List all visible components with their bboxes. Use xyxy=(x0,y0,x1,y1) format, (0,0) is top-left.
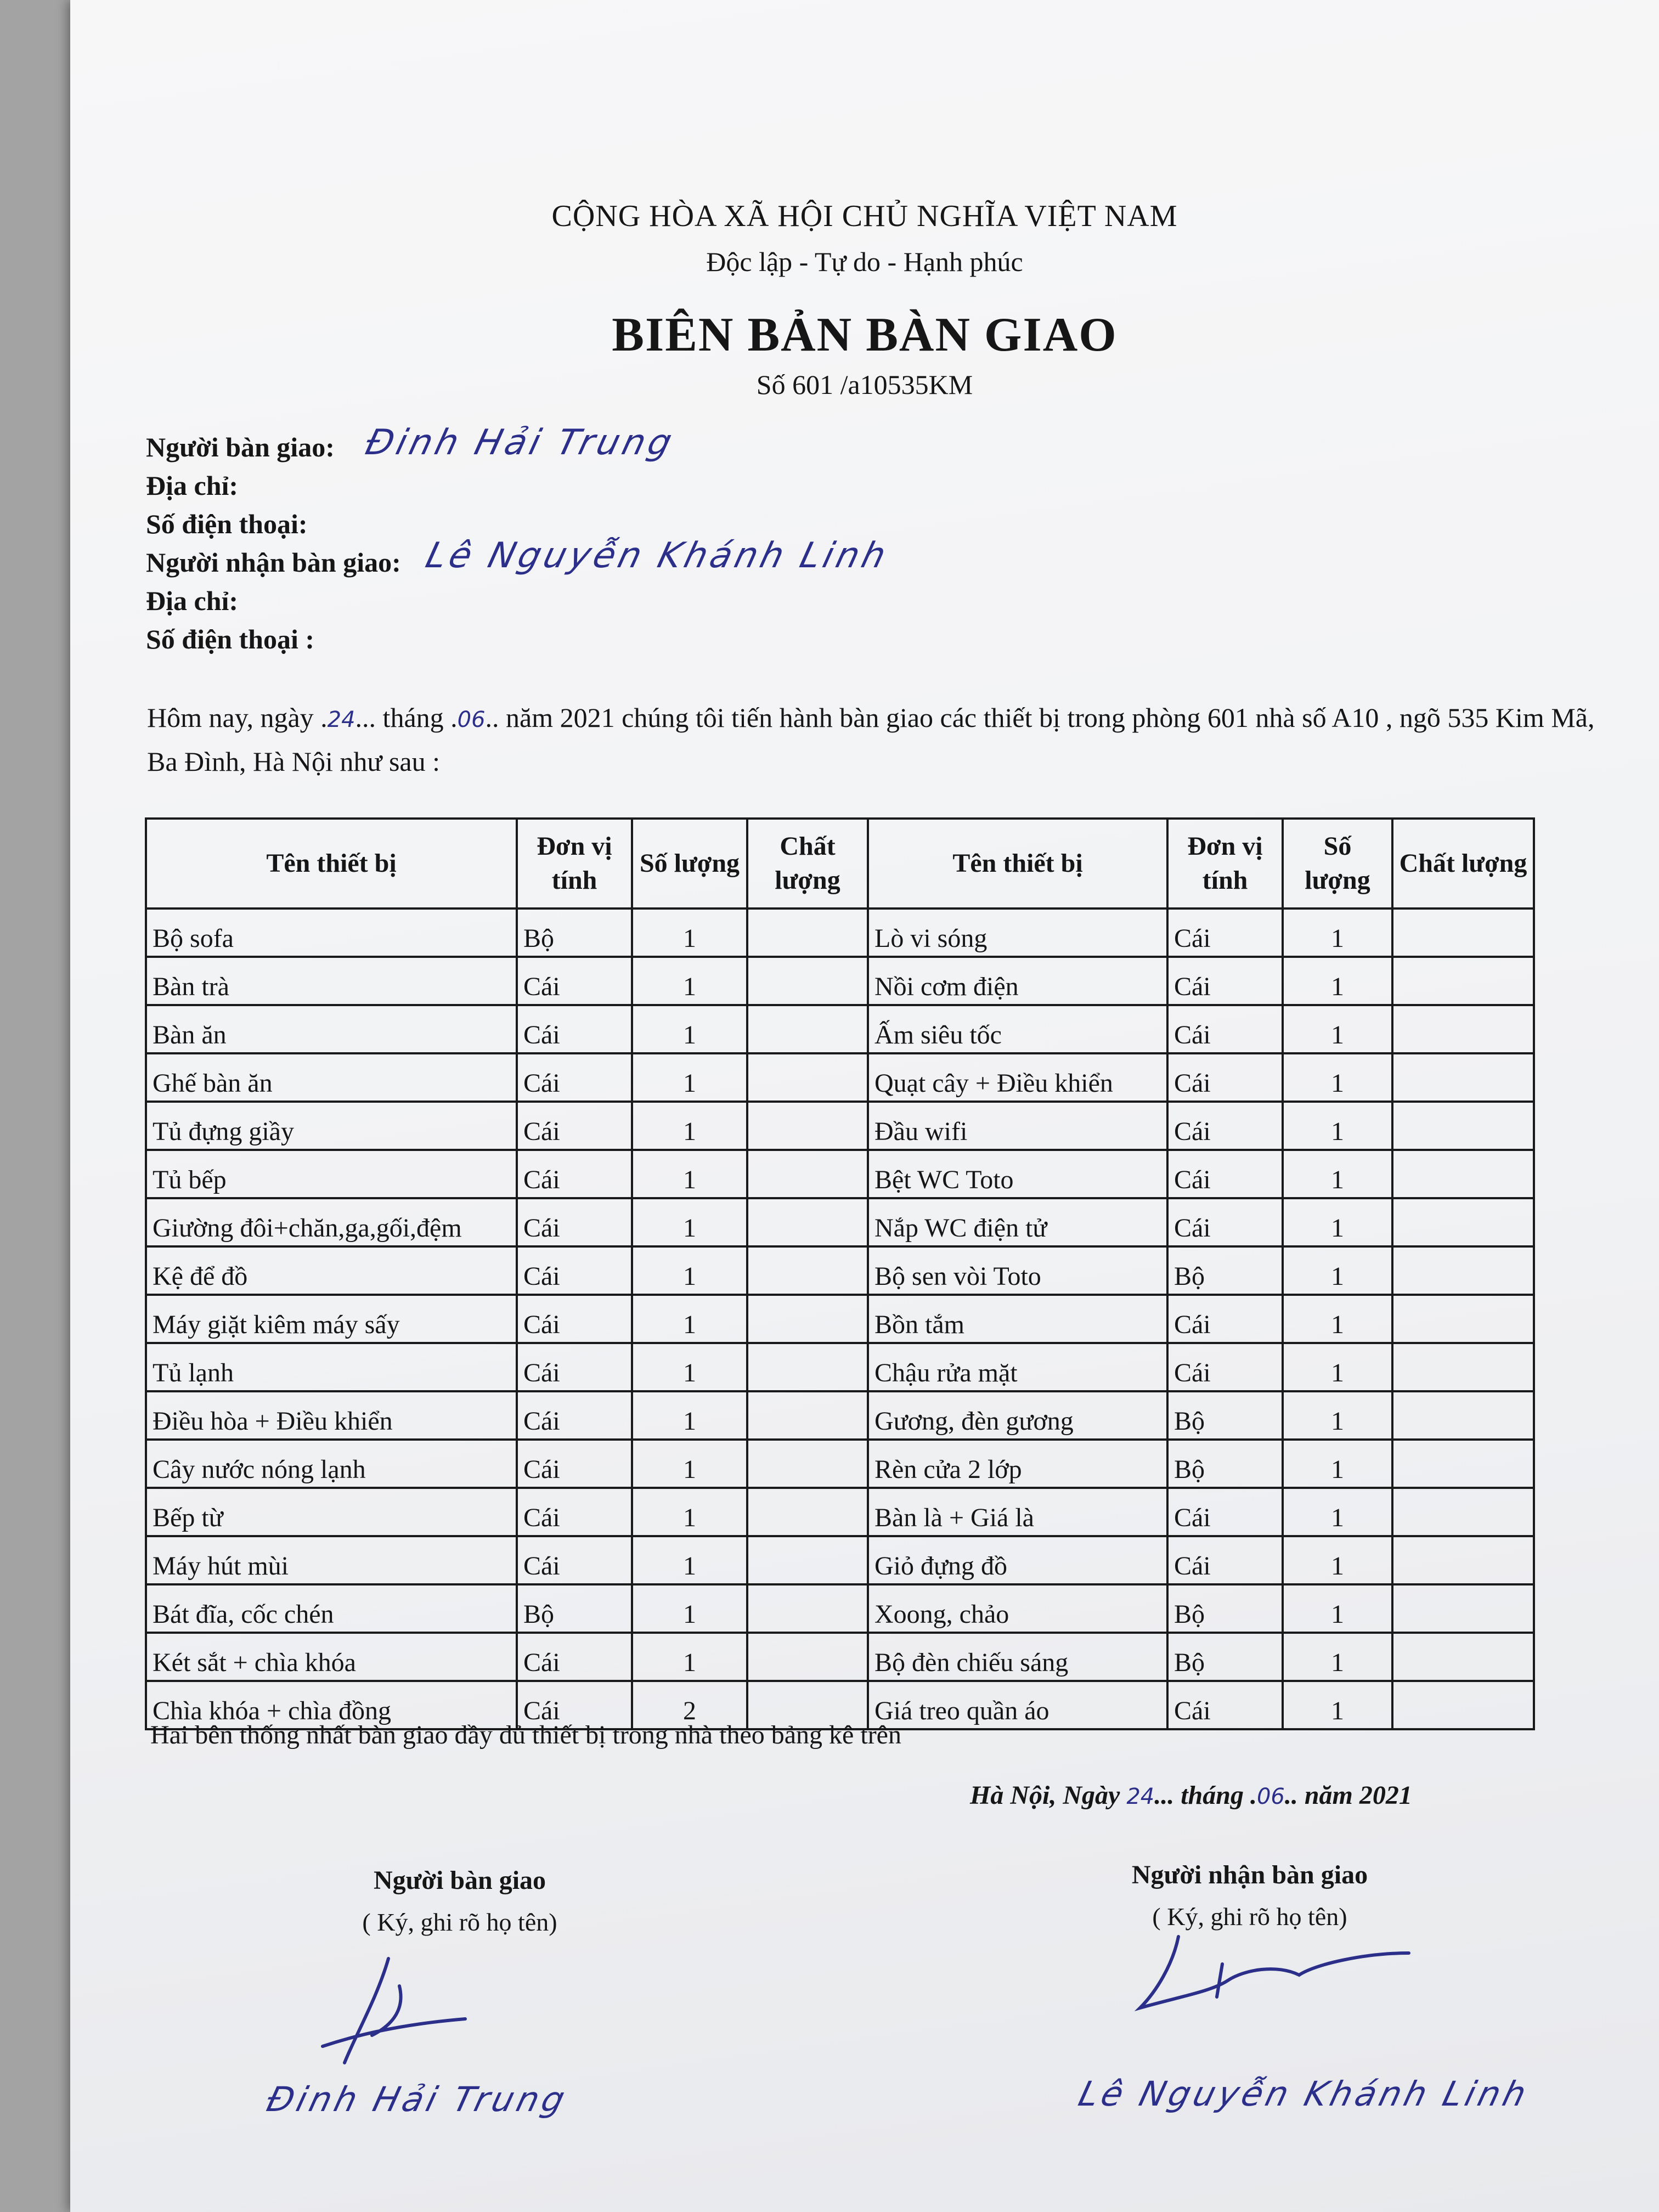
table-cell: 1 xyxy=(632,1536,747,1584)
table-cell: 1 xyxy=(1283,1150,1392,1198)
agreement-text: Hai bên thống nhất bàn giao đầy đủ thiết bị trong nhà theo bảng kê trên xyxy=(150,1720,901,1750)
giver-signature-note: ( Ký, ghi rõ họ tên) xyxy=(362,1908,557,1936)
table-cell: Cái xyxy=(517,1488,632,1536)
table-cell: Giỏ đựng đồ xyxy=(868,1536,1167,1584)
table-cell: Cái xyxy=(1167,1053,1283,1102)
table-cell: Cái xyxy=(517,1440,632,1488)
table-cell: Cái xyxy=(1167,1005,1283,1053)
table-cell: Quạt cây + Điều khiển xyxy=(868,1053,1167,1102)
table-row xyxy=(146,957,1534,1005)
table-cell xyxy=(1392,1488,1534,1536)
table-cell: Máy giặt kiêm máy sấy xyxy=(146,1295,517,1343)
table-cell: Cái xyxy=(1167,909,1283,957)
table-cell xyxy=(747,1150,868,1198)
table-header-cell: Chất lượng xyxy=(1392,819,1534,909)
footer-month: 06 xyxy=(1256,1784,1285,1809)
table-cell: Cái xyxy=(517,957,632,1005)
receiver-signature-scribble xyxy=(1135,1931,1420,2030)
table-cell xyxy=(747,1343,868,1391)
receiver-label: Người nhận bàn giao: xyxy=(146,547,401,578)
table-cell: 1 xyxy=(632,957,747,1005)
receiver-handwritten-name: Lê Nguyễn Khánh Linh xyxy=(421,535,893,576)
table-row xyxy=(146,1102,1534,1150)
table-cell: Bộ xyxy=(1167,1584,1283,1633)
table-header-cell: Đơn vị tính xyxy=(1167,819,1283,909)
table-cell: Gương, đèn gương xyxy=(868,1391,1167,1440)
table-cell: Cây nước nóng lạnh xyxy=(146,1440,517,1488)
table-row xyxy=(146,1584,1534,1633)
table-cell xyxy=(1392,1391,1534,1440)
table-row xyxy=(146,1005,1534,1053)
table-cell: 1 xyxy=(632,1102,747,1150)
table-cell: 1 xyxy=(1283,1488,1392,1536)
intro-month: 06 xyxy=(457,707,486,732)
table-cell: 1 xyxy=(1283,957,1392,1005)
table-cell xyxy=(747,957,868,1005)
giver-phone-label: Số điện thoại: xyxy=(146,509,308,539)
table-row xyxy=(146,1440,1534,1488)
table-cell: Cái xyxy=(1167,1295,1283,1343)
table-cell xyxy=(1392,1343,1534,1391)
table-cell: Bàn là + Giá là xyxy=(868,1488,1167,1536)
table-cell: 1 xyxy=(632,909,747,957)
table-cell: Bộ sen vòi Toto xyxy=(868,1246,1167,1295)
table-cell xyxy=(747,1053,868,1102)
table-header-cell: Số lượng xyxy=(1283,819,1392,909)
table-cell: 1 xyxy=(1283,1053,1392,1102)
table-row xyxy=(146,1343,1534,1391)
nation-heading: CỘNG HÒA XÃ HỘI CHỦ NGHĨA VIỆT NAM xyxy=(551,199,1178,233)
table-cell xyxy=(747,1536,868,1584)
giver-signed-name: Đinh Hải Trung xyxy=(262,2079,572,2119)
receiver-signed-name: Lê Nguyễn Khánh Linh xyxy=(1074,2074,1533,2114)
table-cell: Cái xyxy=(1167,1198,1283,1246)
table-cell xyxy=(747,1488,868,1536)
table-cell xyxy=(747,1584,868,1633)
table-cell xyxy=(1392,1440,1534,1488)
table-cell: Tủ đựng giầy xyxy=(146,1102,517,1150)
table-cell: Cái xyxy=(517,1246,632,1295)
table-cell: Cái xyxy=(517,1053,632,1102)
table-cell: 1 xyxy=(1283,909,1392,957)
table-cell: 1 xyxy=(1283,1633,1392,1681)
table-cell: Bàn trà xyxy=(146,957,517,1005)
document-number: Số 601 /a10535KM xyxy=(756,369,973,400)
table-cell xyxy=(747,1246,868,1295)
table-cell: Giường đôi+chăn,ga,gối,đệm xyxy=(146,1198,517,1246)
table-cell xyxy=(1392,909,1534,957)
table-header-cell: Tên thiết bị xyxy=(146,819,517,909)
document-page xyxy=(70,0,1659,2212)
table-cell xyxy=(1392,1053,1534,1102)
table-cell: 1 xyxy=(632,1005,747,1053)
table-cell: 1 xyxy=(1283,1584,1392,1633)
table-row xyxy=(146,1488,1534,1536)
table-cell: Tủ lạnh xyxy=(146,1343,517,1391)
table-cell: 1 xyxy=(632,1488,747,1536)
table-row xyxy=(146,1150,1534,1198)
table-cell xyxy=(1392,1150,1534,1198)
table-cell: Cái xyxy=(517,1633,632,1681)
table-cell: 1 xyxy=(632,1246,747,1295)
table-cell: 1 xyxy=(632,1633,747,1681)
table-cell xyxy=(1392,1246,1534,1295)
table-cell xyxy=(1392,1295,1534,1343)
table-cell xyxy=(1392,1633,1534,1681)
receiver-signature-block xyxy=(1036,1860,1464,1931)
table-cell: Bệt WC Toto xyxy=(868,1150,1167,1198)
table-cell: Cái xyxy=(517,1536,632,1584)
motto: Độc lập - Tự do - Hạnh phúc xyxy=(706,246,1023,277)
table-cell: Bộ xyxy=(1167,1391,1283,1440)
table-cell: Bàn ăn xyxy=(146,1005,517,1053)
table-cell: Ghế bàn ăn xyxy=(146,1053,517,1102)
table-cell: Cái xyxy=(517,1391,632,1440)
table-cell: Cái xyxy=(517,1681,632,1729)
table-cell: Rèn cửa 2 lớp xyxy=(868,1440,1167,1488)
table-cell: 1 xyxy=(632,1053,747,1102)
table-cell: Nồi cơm điện xyxy=(868,957,1167,1005)
table-cell: Cái xyxy=(517,1102,632,1150)
table-cell: 1 xyxy=(1283,1295,1392,1343)
table-cell: Cái xyxy=(1167,1343,1283,1391)
giver-signature-title: Người bàn giao xyxy=(373,1866,546,1895)
table-cell: Cái xyxy=(517,1343,632,1391)
table-cell: Điều hòa + Điều khiển xyxy=(146,1391,517,1440)
receiver-address-label: Địa chỉ: xyxy=(146,585,239,616)
table-cell: 1 xyxy=(632,1584,747,1633)
table-cell: Cái xyxy=(517,1295,632,1343)
giver-signature-scribble xyxy=(290,1953,520,2074)
table-row xyxy=(146,1246,1534,1295)
table-cell: 1 xyxy=(1283,1343,1392,1391)
intro-paragraph: Hôm nay, ngày .24... tháng .06.. năm 2021 chúng tôi tiến hành bàn giao các thiết bị trong phòng 601 nhà số A10 , ngõ 535 Kim Mã, Ba Đình, Hà Nội như sau : xyxy=(147,702,1595,777)
table-cell: Bộ xyxy=(1167,1633,1283,1681)
table-cell: 1 xyxy=(1283,1198,1392,1246)
table-header-cell: Tên thiết bị xyxy=(868,819,1167,909)
giver-signature-block xyxy=(246,1865,674,1937)
table-cell: Bếp từ xyxy=(146,1488,517,1536)
table-cell xyxy=(747,1440,868,1488)
table-cell: 1 xyxy=(632,1391,747,1440)
table-header-row xyxy=(146,819,1534,909)
table-cell: Bát đĩa, cốc chén xyxy=(146,1584,517,1633)
table-cell: Xoong, chảo xyxy=(868,1584,1167,1633)
table-cell: 1 xyxy=(1283,1440,1392,1488)
table-cell: 1 xyxy=(632,1343,747,1391)
table-row xyxy=(146,1536,1534,1584)
table-cell: 1 xyxy=(632,1150,747,1198)
table-cell: Cái xyxy=(517,1150,632,1198)
table-cell xyxy=(747,1005,868,1053)
document-title: BIÊN BẢN BÀN GIAO xyxy=(612,308,1118,362)
table-header-cell: Số lượng xyxy=(632,819,747,909)
table-cell: Giá treo quần áo xyxy=(868,1681,1167,1729)
table-cell xyxy=(747,909,868,957)
table-cell xyxy=(1392,1198,1534,1246)
table-row xyxy=(146,909,1534,957)
table-cell xyxy=(1392,1536,1534,1584)
table-cell: Máy hút mùi xyxy=(146,1536,517,1584)
table-cell: Đầu wifi xyxy=(868,1102,1167,1150)
table-cell: Chìa khóa + chìa đồng xyxy=(146,1681,517,1729)
table-cell: 1 xyxy=(632,1295,747,1343)
table-cell xyxy=(1392,1102,1534,1150)
receiver-signature-title: Người nhận bàn giao xyxy=(1131,1860,1368,1889)
table-cell xyxy=(1392,1005,1534,1053)
footer-day: 24 xyxy=(1126,1784,1155,1809)
table-cell: Nắp WC điện tử xyxy=(868,1198,1167,1246)
table-cell: 1 xyxy=(1283,1536,1392,1584)
table-cell: Lò vi sóng xyxy=(868,909,1167,957)
table-cell: Cái xyxy=(1167,1536,1283,1584)
table-cell: 1 xyxy=(1283,1005,1392,1053)
place-date: Hà Nội, Ngày 24... tháng .06.. năm 2021 xyxy=(970,1781,1412,1810)
table-cell: Bồn tắm xyxy=(868,1295,1167,1343)
table-cell: Cái xyxy=(1167,1681,1283,1729)
table-cell: 2 xyxy=(632,1681,747,1729)
table-header-cell: Chất lượng xyxy=(747,819,868,909)
table-cell: Cái xyxy=(1167,1150,1283,1198)
table-cell: Bộ đèn chiếu sáng xyxy=(868,1633,1167,1681)
table-cell: 1 xyxy=(632,1440,747,1488)
table-cell xyxy=(747,1102,868,1150)
table-cell: Két sắt + chìa khóa xyxy=(146,1633,517,1681)
table-cell: Kệ để đồ xyxy=(146,1246,517,1295)
table-row xyxy=(146,1053,1534,1102)
table-header-cell: Đơn vị tính xyxy=(517,819,632,909)
table-row xyxy=(146,1198,1534,1246)
table-cell: Ấm siêu tốc xyxy=(868,1005,1167,1053)
giver-handwritten-name: Đinh Hải Trung xyxy=(361,422,679,463)
table-cell: 1 xyxy=(632,1198,747,1246)
table-cell: Chậu rửa mặt xyxy=(868,1343,1167,1391)
table-row xyxy=(146,1295,1534,1343)
table-cell xyxy=(1392,1584,1534,1633)
table-row xyxy=(146,1391,1534,1440)
receiver-signature-note: ( Ký, ghi rõ họ tên) xyxy=(1152,1903,1347,1931)
table-cell xyxy=(1392,957,1534,1005)
table-cell xyxy=(1392,1681,1534,1729)
table-cell: Tủ bếp xyxy=(146,1150,517,1198)
table-cell xyxy=(747,1633,868,1681)
giver-label: Người bàn giao: xyxy=(146,432,335,462)
table-cell: Cái xyxy=(1167,1102,1283,1150)
table-cell: Cái xyxy=(517,1005,632,1053)
table-row xyxy=(146,1633,1534,1681)
equipment-table xyxy=(145,817,1535,1730)
table-cell: Bộ xyxy=(1167,1440,1283,1488)
table-cell: Cái xyxy=(1167,957,1283,1005)
intro-day: 24 xyxy=(327,707,356,732)
table-cell: Cái xyxy=(1167,1488,1283,1536)
table-cell: Bộ xyxy=(517,909,632,957)
table-cell: Bộ xyxy=(517,1584,632,1633)
table-cell: 1 xyxy=(1283,1391,1392,1440)
table-cell xyxy=(747,1198,868,1246)
giver-address-label: Địa chỉ: xyxy=(146,470,239,501)
table-cell: Bộ sofa xyxy=(146,909,517,957)
table-cell: 1 xyxy=(1283,1681,1392,1729)
receiver-phone-label: Số điện thoại : xyxy=(146,624,315,654)
table-cell xyxy=(747,1391,868,1440)
table-cell: Bộ xyxy=(1167,1246,1283,1295)
table-cell xyxy=(747,1295,868,1343)
table-cell: Cái xyxy=(517,1198,632,1246)
table-cell: 1 xyxy=(1283,1246,1392,1295)
table-cell: 1 xyxy=(1283,1102,1392,1150)
